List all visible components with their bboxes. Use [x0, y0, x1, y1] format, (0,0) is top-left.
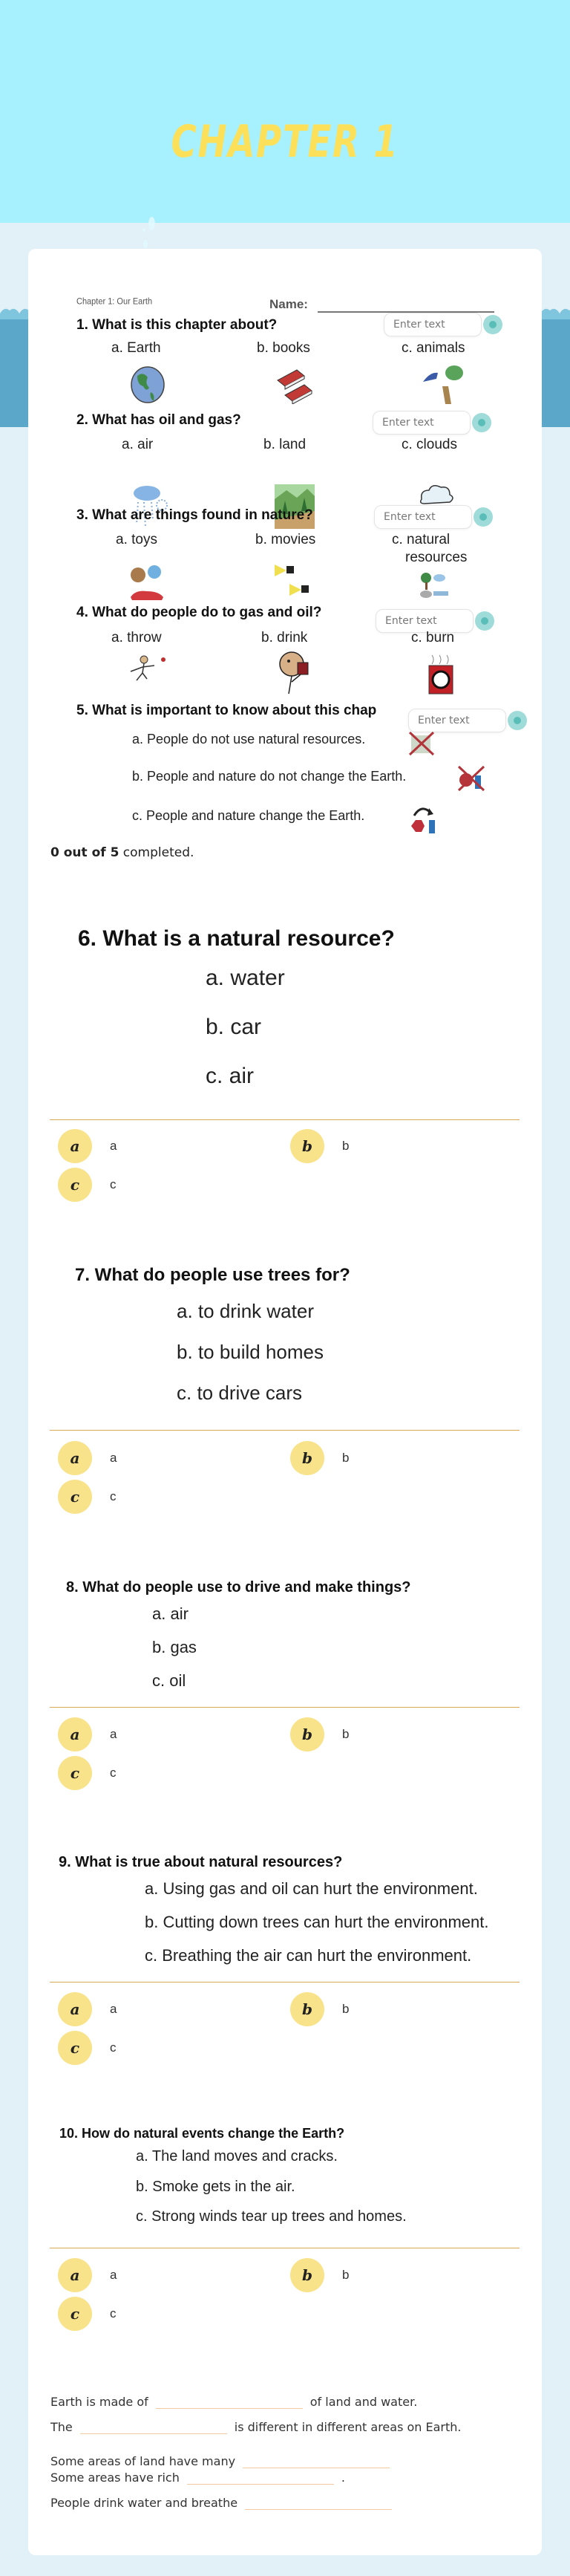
q3-option-b: b. movies — [255, 532, 316, 547]
q8-option-a: a. air — [152, 1604, 189, 1623]
bubble-icon — [148, 217, 155, 230]
answer-label: a — [110, 2002, 117, 2016]
answer-field-3 — [374, 505, 493, 529]
answer-choice-c[interactable] — [58, 2297, 117, 2331]
q2-option-c: c. clouds — [402, 437, 457, 452]
answer-badge[interactable]: a — [58, 1441, 92, 1475]
fill-blank-input[interactable] — [187, 2467, 334, 2485]
fill-blank-2 — [50, 2416, 462, 2434]
question-5: 5. What is important to know about this chap — [76, 703, 377, 718]
fill-blank-input[interactable] — [80, 2416, 227, 2434]
answer-badge[interactable]: b — [290, 2258, 324, 2292]
globe-icon — [130, 365, 166, 404]
answer-label: c — [110, 1489, 117, 1503]
fill-blank-1 — [50, 2391, 417, 2409]
question-2: 2. What has oil and gas? — [76, 412, 241, 428]
answer-choice-a[interactable] — [58, 2258, 117, 2292]
q10-option-c: c. Strong winds tear up trees and homes. — [136, 2208, 407, 2225]
fill-blank-input[interactable] — [243, 2450, 390, 2468]
q9-option-a: a. Using gas and oil can hurt the environment. — [145, 1879, 478, 1898]
answer-input-2[interactable] — [373, 411, 471, 435]
q8-option-b: b. gas — [152, 1638, 197, 1656]
answer-choice-a[interactable] — [58, 1992, 117, 2026]
q10-option-a: a. The land moves and cracks. — [136, 2148, 338, 2164]
answer-label: c — [110, 2306, 117, 2320]
q6-option-b: b. car — [206, 1015, 262, 1039]
no-change-icon — [456, 764, 485, 792]
answer-label: a — [110, 1727, 117, 1741]
question-6: 6. What is a natural resource? — [78, 926, 395, 951]
q6-option-a: a. water — [206, 966, 285, 990]
answer-badge[interactable]: b — [290, 1992, 324, 2026]
answer-field-5 — [408, 709, 527, 732]
q5-option-b: b. People and nature do not change the Earth. — [132, 769, 407, 784]
answer-label: c — [110, 2040, 117, 2055]
answer-choice-a[interactable] — [58, 1717, 117, 1752]
answer-choice-c[interactable] — [58, 1480, 117, 1514]
answer-choice-b[interactable] — [290, 1441, 349, 1475]
answer-badge[interactable]: c — [58, 1168, 92, 1202]
answer-label: a — [110, 1139, 117, 1153]
q3-option-c-line2: resources — [405, 550, 468, 565]
natural-resources-icon — [419, 572, 454, 599]
throw-icon — [125, 654, 169, 683]
question-3: 3. What are things found in nature? — [76, 507, 313, 523]
answer-label: b — [342, 2002, 350, 2016]
q2-option-b: b. land — [263, 437, 307, 452]
no-resources-icon — [408, 731, 435, 756]
q7-option-a: a. to drink water — [177, 1300, 314, 1322]
q7-option-c: c. to drive cars — [177, 1382, 303, 1404]
answer-badge[interactable]: b — [290, 1717, 324, 1752]
name-label: Name: — [269, 297, 308, 311]
bubble-icon — [143, 240, 148, 248]
fill-blank-4 — [50, 2467, 345, 2485]
answer-choice-c[interactable] — [58, 1168, 117, 1202]
mic-button[interactable] — [483, 315, 502, 334]
fill-blank-input[interactable] — [245, 2492, 392, 2510]
q10-option-b: b. Smoke gets in the air. — [136, 2179, 295, 2195]
question-9: 9. What is true about natural resources? — [59, 1854, 343, 1870]
answer-choice-b[interactable] — [290, 1717, 349, 1752]
books-icon — [275, 365, 316, 404]
answer-badge[interactable]: a — [58, 1992, 92, 2026]
q5-option-a: a. People do not use natural resources. — [132, 732, 366, 747]
q4-option-a: a. throw — [111, 630, 162, 645]
answer-field-1 — [384, 313, 502, 336]
q8-option-c: c. oil — [152, 1671, 186, 1690]
answer-label: a — [110, 2268, 117, 2282]
answer-badge[interactable]: c — [58, 1480, 92, 1514]
q7-option-b: b. to build homes — [177, 1341, 324, 1363]
q6-option-c: c. air — [206, 1064, 255, 1088]
progress-status — [50, 845, 194, 860]
answer-input-1[interactable] — [384, 313, 482, 336]
fill-blank-text: Some areas have rich — [50, 2471, 180, 2485]
answer-label: a — [110, 1451, 117, 1465]
divider — [50, 1982, 520, 1983]
page-title: CHAPTER 1 — [171, 116, 399, 168]
answer-field-2 — [373, 411, 491, 435]
answer-badge[interactable]: b — [290, 1441, 324, 1475]
change-icon — [410, 804, 439, 835]
fill-blank-text: of land and water. — [309, 2395, 418, 2409]
fill-blank-3 — [50, 2442, 397, 2468]
answer-choice-b[interactable] — [290, 1129, 349, 1163]
question-7: 7. What do people use trees for? — [75, 1265, 350, 1285]
answer-label: b — [342, 1139, 350, 1153]
burn-icon — [426, 654, 456, 695]
answer-badge[interactable]: a — [58, 2258, 92, 2292]
q1-option-a: a. Earth — [111, 340, 161, 356]
fill-blank-text: The — [50, 2420, 73, 2434]
question-1: 1. What is this chapter about? — [76, 317, 278, 333]
mic-button[interactable] — [508, 711, 527, 730]
fill-blank-text: is different in different areas on Earth. — [234, 2420, 462, 2434]
answer-badge[interactable]: c — [58, 1756, 92, 1790]
answer-input-5[interactable] — [408, 709, 506, 732]
q3-option-c: c. natural — [392, 532, 451, 547]
answer-badge[interactable]: b — [290, 1129, 324, 1163]
q9-option-b: b. Cutting down trees can hurt the environment. — [145, 1913, 489, 1931]
fill-blank-text: . — [341, 2471, 345, 2485]
answer-label: c — [110, 1766, 117, 1780]
answer-choice-b[interactable] — [290, 2258, 349, 2292]
answer-choice-a[interactable] — [58, 1441, 117, 1475]
progress-suffix: completed. — [119, 845, 194, 860]
answer-label: b — [342, 2268, 350, 2282]
worksheet-subtitle: Chapter 1: Our Earth — [76, 296, 153, 307]
mic-button[interactable] — [474, 507, 493, 527]
fill-blank-text: Earth is made of — [50, 2395, 148, 2409]
q4-option-c: c. burn — [411, 630, 455, 645]
fill-blank-text: People drink water and breathe — [50, 2496, 238, 2510]
answer-choice-c[interactable] — [58, 1756, 117, 1790]
answer-badge[interactable]: c — [58, 2297, 92, 2331]
q9-option-c: c. Breathing the air can hurt the environment. — [145, 1946, 472, 1965]
answer-label: c — [110, 1177, 117, 1191]
q4-option-b: b. drink — [261, 630, 308, 645]
mic-button[interactable] — [475, 611, 494, 631]
toys-icon — [128, 565, 166, 606]
answer-label: b — [342, 1727, 350, 1741]
q5-option-c: c. People and nature change the Earth. — [132, 808, 365, 823]
drink-icon — [277, 649, 315, 695]
fill-blank-input[interactable] — [156, 2391, 303, 2409]
hero-banner — [0, 0, 570, 223]
question-10: 10. How do natural events change the Earth? — [59, 2126, 345, 2141]
q3-option-a: a. toys — [116, 532, 157, 547]
answer-badge[interactable]: c — [58, 2031, 92, 2065]
question-8: 8. What do people use to drive and make things? — [66, 1579, 411, 1596]
q1-option-c: c. animals — [402, 340, 465, 356]
progress-count: 0 out of 5 — [50, 845, 119, 860]
answer-badge[interactable]: a — [58, 1129, 92, 1163]
question-4: 4. What do people do to gas and oil? — [76, 605, 322, 620]
fill-blank-5 — [50, 2492, 399, 2510]
answer-input-3[interactable] — [374, 505, 472, 529]
divider — [50, 1707, 520, 1708]
q2-option-a: a. air — [122, 437, 154, 452]
movie-camera-icon — [273, 565, 315, 606]
q1-option-b: b. books — [257, 340, 310, 356]
divider — [50, 1119, 520, 1120]
answer-choice-a[interactable] — [58, 1129, 117, 1163]
mic-button[interactable] — [472, 413, 491, 432]
bubble-icon — [142, 228, 145, 232]
divider — [50, 1430, 520, 1431]
animals-icon — [422, 364, 466, 406]
fill-blank-text: Some areas of land have many — [50, 2454, 236, 2468]
answer-badge[interactable]: a — [58, 1717, 92, 1752]
answer-choice-c[interactable] — [58, 2031, 117, 2065]
answer-choice-b[interactable] — [290, 1992, 349, 2026]
answer-label: b — [342, 1451, 350, 1465]
